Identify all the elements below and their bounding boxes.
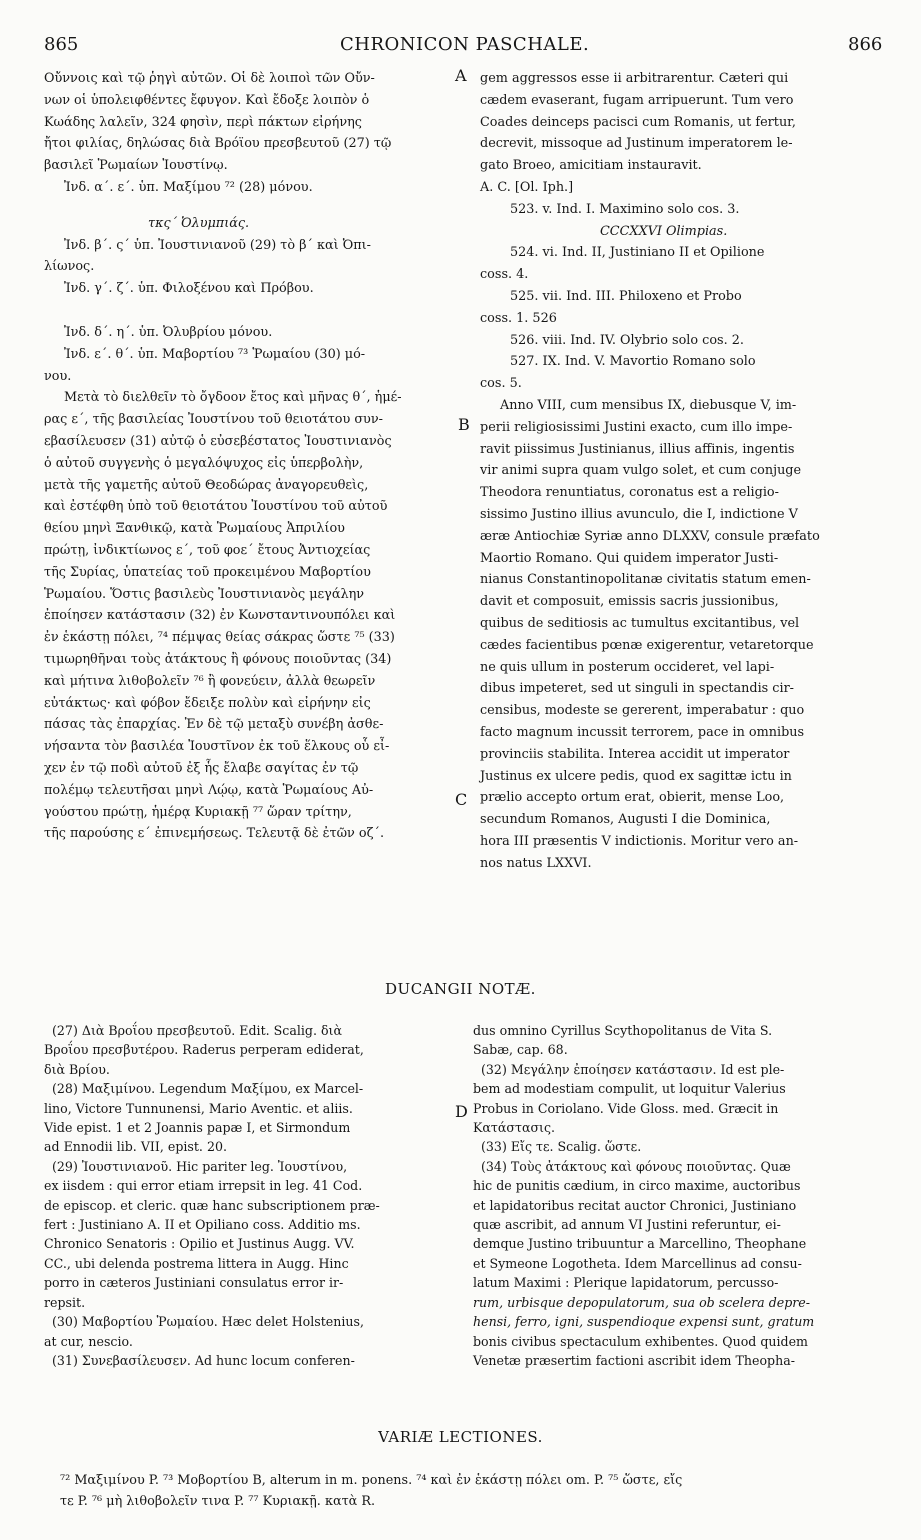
variant-line: ⁷² Μαξιμίνου P. ⁷³ Μοβορτίου B, alterum in m. ponens. ⁷⁴ καὶ ἐν ἑκάστῃ πόλει om. P. ⁷⁵ ὥστε, εἴς — [60, 1473, 683, 1488]
greek-text-column — [44, 68, 449, 845]
running-header — [0, 34, 921, 58]
variants-heading: VARIÆ LECTIONES. — [378, 1428, 543, 1446]
greek-line: ἐν ἑκάστῃ πόλει, ⁷⁴ πέμψας θείας σάκρας ὥστε ⁷⁵ (33) — [44, 630, 395, 646]
note-line: porro in cæteros Justiniani consulatus error ir- — [44, 1275, 344, 1291]
chronology-row: coss. 1. 526 — [480, 310, 557, 326]
chronology-row: cos. 5. — [480, 376, 522, 392]
note-line: bem ad modestiam compulit, ut loquitur Valerius — [473, 1081, 786, 1097]
note-line: CC., ubi delenda postrema littera in Augg. Hinc — [44, 1255, 349, 1271]
greek-line: καὶ μήτινα λιθοβολεῖν ⁷⁶ ἢ φονεύειν, ἀλλὰ θεωρεῖν — [44, 673, 376, 689]
latin-line: ravit piissimus Justinianus, illius affinis, ingentis — [480, 441, 795, 457]
greek-line: Ἰνδ. δ΄. η΄. ὑπ. Ὀλυβρίου μόνου. — [64, 324, 273, 340]
latin-line: prælio accepto ortum erat, obierit, mense Loo, — [480, 790, 785, 806]
greek-line: λίωνος. — [44, 259, 95, 275]
running-title: CHRONICON PASCHALE. — [340, 34, 590, 55]
latin-line: secundum Romanos, Augusti I die Dominica, — [480, 812, 771, 828]
notes-right-column — [473, 1021, 883, 1370]
chronology-row: 527. IX. Ind. V. Mavortio Romano solo — [510, 354, 756, 370]
note-line: Probus in Coriolano. Vide Gloss. med. Græcit in — [473, 1100, 779, 1116]
olympiad-label: [Ol. Iph.] — [514, 179, 574, 195]
greek-line: νήσαντα τὸν βασιλέα Ἰουστῖνον ἐκ τοῦ ἕλκους οὗ εἶ- — [44, 739, 390, 755]
page-number-left: 865 — [44, 34, 79, 55]
greek-line: Ἰνδ. α΄. ε΄. ὑπ. Μαξίμου ⁷² (28) μόνου. — [64, 179, 313, 195]
note-line: Chronico Senatoris : Opilio et Justinus Augg. VV. — [44, 1236, 355, 1252]
note-line: demque Justino tribuuntur a Marcellino, Theophane — [473, 1236, 807, 1252]
greek-line: πολέμῳ τελευτῆσαι μηνὶ Λῴῳ, κατὰ Ῥωμαίους Αὐ- — [44, 782, 374, 798]
latin-line: Justinus ex ulcere pedis, quod ex sagittæ ictu in — [480, 768, 792, 784]
note-line: bonis civibus spectaculum exhibentes. Quod quidem — [473, 1333, 809, 1349]
greek-line: βασιλεῖ Ῥωμαίων Ἰουστίνῳ. — [44, 158, 228, 174]
note-line: repsit. — [44, 1294, 86, 1310]
latin-line: cædes facientibus pœnæ exigerentur, vetaretorque — [480, 637, 814, 653]
note-line: (30) Μαβορτίου Ῥωμαίου. Hæc delet Holstenius, — [52, 1314, 364, 1330]
note-line: Venetæ præsertim factioni ascribit idem Theopha- — [473, 1352, 795, 1368]
greek-line: πρώτῃ, ἰνδικτίωνος ε΄, τοῦ φοε΄ ἔτους Ἀντιοχείας — [44, 542, 371, 558]
chronology-row: 525. vii. Ind. III. Philoxeno et Probo — [510, 288, 742, 304]
greek-line: Ἰνδ. ε΄. θ΄. ὑπ. Μαβορτίου ⁷³ Ῥωμαίου (30) μό- — [64, 346, 366, 362]
note-line: Sabæ, cap. 68. — [473, 1042, 568, 1058]
note-line: (34) Τοὺς ἀτάκτους καὶ φόνους ποιοῦντας. Quæ — [481, 1158, 791, 1174]
margin-marker-a: A — [455, 66, 467, 85]
note-line: dus omnino Cyrillus Scythopolitanus de Vita S. — [473, 1023, 773, 1038]
note-line: de episcop. et cleric. quæ hanc subscriptionem præ- — [44, 1197, 380, 1213]
latin-line: nianus Constantinopolitanæ civitatis statum emen- — [480, 572, 811, 588]
note-line: (33) Εἴς τε. Scalig. ὥστε. — [481, 1139, 642, 1155]
note-line: hensi, ferro, igni, suspendioque expensi sunt, gratum — [473, 1314, 815, 1330]
note-line: (28) Μαξιμίνου. Legendum Μαξίμου, ex Marcel- — [52, 1081, 364, 1097]
latin-line: Anno VIII, cum mensibus IX, diebusque V, im- — [500, 397, 797, 413]
olympiad-heading: τκς΄ Ὀλυμπιάς. — [148, 215, 250, 231]
anno-christi-label: A. C. — [480, 179, 511, 195]
greek-line: τῆς Συρίας, ὑπατείας τοῦ προκειμένου Μαβορτίου — [44, 564, 371, 580]
note-line: latum Maximi : Plerique lapidatorum, percusso- — [473, 1275, 779, 1291]
chronology-row: 526. viii. Ind. IV. Olybrio solo cos. 2. — [510, 332, 744, 348]
greek-line: ὁ αὐτοῦ συγγενὴς ὁ μεγαλόψυχος εἰς ὑπερβολὴν, — [44, 455, 364, 471]
greek-line: καὶ ἐστέφθη ὑπὸ τοῦ θειοτάτου Ἰουστίνου τοῦ αὐτοῦ — [44, 499, 388, 515]
latin-line: davit et composuit, emissis sacris jussionibus, — [480, 594, 779, 610]
greek-line: χεν ἐν τῷ ποδὶ αὐτοῦ ἐξ ἧς ἔλαβε σαγίτας ἐν τῷ — [44, 760, 359, 776]
chronology-row: 523. v. Ind. I. Maximino solo cos. 3. — [510, 201, 740, 217]
latin-line: dibus impeteret, sed ut singuli in spectandis cir- — [480, 681, 795, 697]
latin-line: facto magnum incussit terrorem, pace in omnibus — [480, 724, 805, 740]
note-line: ex iisdem : qui error etiam irrepsit in leg. 41 Cod. — [44, 1178, 363, 1194]
latin-line: censibus, modeste se gererent, imperabatur : quo — [480, 703, 805, 719]
greek-line: Οὔννοις καὶ τῷ ῥηγὶ αὐτῶν. Οἱ δὲ λοιποὶ τῶν Οὔν- — [44, 71, 375, 86]
greek-line: νου. — [44, 368, 72, 384]
latin-line: provinciis stabilita. Interea accidit ut imperator — [480, 746, 790, 762]
chronology-row: 524. vi. Ind. II, Justiniano II et Opilione — [510, 245, 765, 261]
greek-line: πάσας τὰς ἐπαρχίας. Ἐν δὲ τῷ μεταξὺ συνέβη ἀσθε- — [44, 717, 384, 733]
note-line: lino, Victore Tunnunensi, Mario Aventic. et aliis. — [44, 1100, 353, 1116]
variant-line: τε P. ⁷⁶ μὴ λιθοβολεῖν τινα P. ⁷⁷ Κυριακῇ. κατὰ R. — [60, 1494, 376, 1509]
note-line: fert : Justiniano A. II et Opiliano coss. Additio ms. — [44, 1217, 361, 1233]
greek-line: ἐποίησεν κατάστασιν (32) ἐν Κωνσταντινουπόλει καὶ — [44, 608, 396, 624]
note-line: quæ ascribit, ad annum VI Justini referuntur, ei- — [473, 1217, 781, 1233]
greek-line: μετὰ τῆς γαμετῆς αὐτοῦ Θεοδώρας ἀναγορευθεὶς, — [44, 477, 369, 493]
latin-line: gem aggressos esse ii arbitrarentur. Cæteri qui — [480, 71, 789, 86]
margin-marker-b: B — [458, 415, 470, 434]
note-line: ad Ennodii lib. VII, epist. 20. — [44, 1139, 227, 1155]
greek-line: Ἰνδ. β΄. ς΄ ὑπ. Ἰουστινιανοῦ (29) τὸ β΄ καὶ Ὀπι- — [64, 237, 371, 253]
latin-line: hora III præsentis V indictionis. Moritur vero an- — [480, 833, 799, 849]
latin-line: gato Broeo, amicitiam instauravit. — [480, 158, 702, 174]
greek-line: Ῥωμαίου. Ὅστις βασιλεὺς Ἰουστινιανὸς μεγάλην — [44, 586, 365, 602]
olympiad-heading: CCCXXVI Olimpias. — [600, 223, 728, 239]
greek-line: τῆς παρούσης ε΄ ἐπινεμήσεως. Τελευτᾷ δὲ ἐτῶν οζ΄. — [44, 826, 385, 842]
latin-line: Theodora renuntiatus, coronatus est a religio- — [480, 485, 779, 501]
page-number-right: 866 — [848, 34, 883, 55]
latin-line: perii religiosissimi Justini exacto, cum illo impe- — [480, 419, 793, 435]
latin-line: æræ Antiochiæ Syriæ anno DLXXV, consule præfato — [480, 528, 820, 544]
greek-line: τιμωρηθῆναι τοὺς ἀτάκτους ἢ φόνους ποιοῦντας (34) — [44, 651, 392, 667]
latin-text-column — [480, 68, 878, 874]
latin-line: Maortio Romano. Qui quidem imperator Justi- — [480, 550, 779, 566]
greek-line: ρας ε΄, τῆς βασιλείας Ἰουστίνου τοῦ θειοτάτου συν- — [44, 412, 383, 428]
margin-marker-c: C — [455, 790, 468, 809]
note-line: διὰ Βρίου. — [44, 1061, 110, 1077]
greek-line: Μετὰ τὸ διελθεῖν τὸ ὄγδοον ἔτος καὶ μῆνας θ΄, ἡμέ- — [64, 390, 402, 406]
chronology-row: coss. 4. — [480, 267, 529, 283]
note-line: et lapidatoribus recitat auctor Chronici, Justiniano — [473, 1197, 797, 1213]
note-line: (31) Συνεβασίλευσεν. Ad hunc locum conferen- — [52, 1352, 355, 1368]
note-line: (32) Μεγάλην ἐποίησεν κατάστασιν. Id est ple- — [481, 1061, 785, 1077]
margin-marker-d: D — [455, 1102, 468, 1121]
note-line: at cur, nescio. — [44, 1333, 133, 1349]
note-line: hic de punitis cædium, in circo maxime, auctoribus — [473, 1178, 801, 1194]
notes-left-column — [44, 1021, 454, 1370]
latin-line: nos natus LXXVI. — [480, 855, 592, 871]
note-line: Κατάστασις. — [473, 1120, 556, 1136]
latin-line: quibus de seditiosis ac tumultus excitantibus, vel — [480, 615, 800, 631]
note-line: (27) Διὰ Βροΐου πρεσβευτοῦ. Edit. Scalig. διὰ — [52, 1023, 342, 1038]
latin-line: vir animi supra quam vulgo solet, et cum conjuge — [480, 463, 802, 479]
latin-line: cædem evaserant, fugam arripuerunt. Tum vero — [480, 92, 794, 108]
greek-line: Κωάδης λαλεῖν, 324 φησὶν, περὶ πάκτων εἰρήνης — [44, 114, 362, 130]
note-line: Vide epist. 1 et 2 Joannis papæ I, et Sirmondum — [44, 1120, 351, 1136]
greek-line: εὐτάκτως· καὶ φόβον ἔδειξε πολὺν καὶ εἰρήνην εἰς — [44, 695, 371, 711]
chronology-header — [480, 177, 878, 199]
latin-line: decrevit, missoque ad Justinum imperatorem le- — [480, 136, 793, 152]
latin-line: Coades deinceps pacisci cum Romanis, ut fertur, — [480, 114, 796, 130]
greek-line: θείου μηνὶ Ξανθικῷ, κατὰ Ῥωμαίους Ἀπριλίου — [44, 521, 345, 537]
note-line: Βροΐου πρεσβυτέρου. Raderus perperam ediderat, — [44, 1042, 364, 1058]
note-line: rum, urbisque depopulatorum, sua ob scelera depre- — [473, 1294, 810, 1310]
greek-line: γούστου πρώτῃ, ἡμέρᾳ Κυριακῇ ⁷⁷ ὥραν τρίτην, — [44, 804, 352, 820]
note-line: (29) Ἰουστινιανοῦ. Hic pariter leg. Ἰουστίνου, — [52, 1158, 348, 1174]
greek-line: νων οἱ ὑπολειφθέντες ἔφυγον. Καὶ ἔδοξε λοιπὸν ὁ — [44, 92, 370, 108]
greek-line: Ἰνδ. γ΄. ζ΄. ὑπ. Φιλοξένου καὶ Πρόβου. — [64, 281, 314, 297]
notes-heading: DUCANGII NOTÆ. — [385, 980, 536, 998]
greek-line: ἤτοι φιλίας, δηλώσας διὰ Βρόϊου πρεσβευτοῦ (27) τῷ — [44, 136, 392, 152]
greek-line: εβασίλευσεν (31) αὐτῷ ὁ εὐσεβέστατος Ἰουστινιανὸς — [44, 433, 392, 449]
latin-line: ne quis ullum in posterum occideret, vel lapi- — [480, 659, 775, 675]
latin-line: sissimo Justino illius avunculo, die I, indictione V — [480, 506, 798, 522]
variant-readings — [60, 1470, 890, 1512]
note-line: et Symeone Logotheta. Idem Marcellinus ad consu- — [473, 1255, 802, 1271]
